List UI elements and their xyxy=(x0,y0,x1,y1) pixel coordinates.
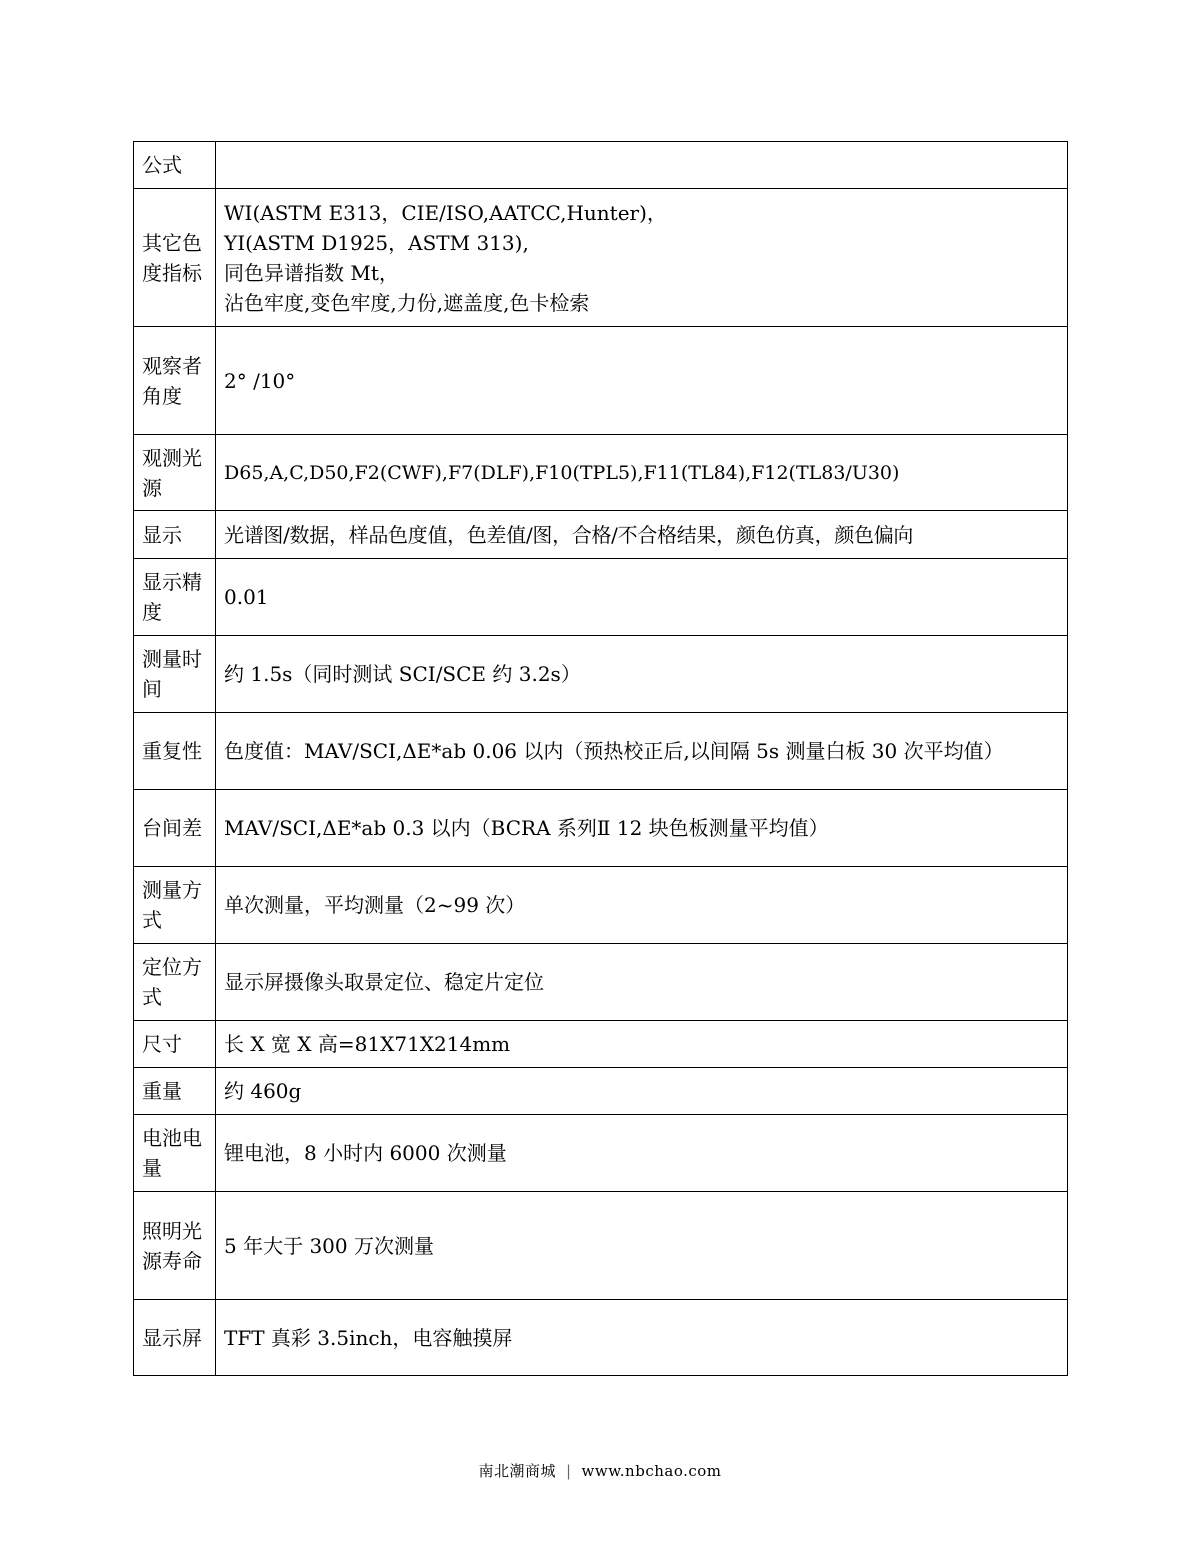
row-label: 重复性 xyxy=(134,713,216,790)
row-label: 照明光源寿命 xyxy=(134,1192,216,1300)
row-label: 显示精度 xyxy=(134,559,216,636)
row-label: 电池电量 xyxy=(134,1115,216,1192)
row-label: 观测光源 xyxy=(134,435,216,511)
row-value xyxy=(216,189,1068,327)
table-row xyxy=(134,1300,1068,1376)
row-label: 测量时间 xyxy=(134,636,216,713)
row-value: TFT 真彩 3.5inch，电容触摸屏 xyxy=(216,1300,1068,1376)
table-row xyxy=(134,790,1068,867)
row-value: 光谱图/数据，样品色度值，色差值/图，合格/不合格结果，颜色仿真，颜色偏向 xyxy=(216,511,1068,559)
table-row xyxy=(134,1021,1068,1068)
table-row xyxy=(134,1115,1068,1192)
value-line: YI(ASTM D1925，ASTM 313), xyxy=(224,230,529,255)
row-value: 2° /10° xyxy=(216,327,1068,435)
row-value: MAV/SCI,ΔE*ab 0.3 以内（BCRA 系列Ⅱ 12 块色板测量平均值） xyxy=(216,790,1068,867)
table-row xyxy=(134,867,1068,944)
table-row xyxy=(134,559,1068,636)
table-row xyxy=(134,636,1068,713)
row-value: 约 1.5s（同时测试 SCI/SCE 约 3.2s） xyxy=(216,636,1068,713)
row-label: 其它色度指标 xyxy=(134,189,216,327)
table-row xyxy=(134,1192,1068,1300)
row-label: 尺寸 xyxy=(134,1021,216,1068)
row-value: 0.01 xyxy=(216,559,1068,636)
table-row xyxy=(134,142,1068,189)
row-label: 台间差 xyxy=(134,790,216,867)
table-row xyxy=(134,713,1068,790)
row-label: 显示屏 xyxy=(134,1300,216,1376)
row-label: 测量方式 xyxy=(134,867,216,944)
footer-site-name: 南北潮商城 xyxy=(478,1462,556,1480)
footer-url[interactable]: www.nbchao.com xyxy=(581,1462,722,1480)
row-value xyxy=(216,142,1068,189)
row-value: 色度值：MAV/SCI,ΔE*ab 0.06 以内（预热校正后,以间隔 5s 测量白板 30 次平均值） xyxy=(216,713,1068,790)
row-value: 单次测量，平均测量（2~99 次） xyxy=(216,867,1068,944)
table-row xyxy=(134,1068,1068,1115)
row-value: 锂电池，8 小时内 6000 次测量 xyxy=(216,1115,1068,1192)
row-value: D65,A,C,D50,F2(CWF),F7(DLF),F10(TPL5),F11(TL84),F12(TL83/U30) xyxy=(216,435,1068,511)
row-value: 约 460g xyxy=(216,1068,1068,1115)
row-label: 重量 xyxy=(134,1068,216,1115)
row-value: 5 年大于 300 万次测量 xyxy=(216,1192,1068,1300)
value-line: 同色异谱指数 Mt， xyxy=(224,260,399,285)
table-row xyxy=(134,189,1068,327)
row-label: 公式 xyxy=(134,142,216,189)
value-line: WI(ASTM E313，CIE/ISO,AATCC,Hunter)， xyxy=(224,200,667,225)
row-value: 显示屏摄像头取景定位、稳定片定位 xyxy=(216,944,1068,1021)
table-row xyxy=(134,511,1068,559)
row-value: 长 X 宽 X 高=81X71X214mm xyxy=(216,1021,1068,1068)
table-row xyxy=(134,944,1068,1021)
table-row xyxy=(134,327,1068,435)
row-label: 定位方式 xyxy=(134,944,216,1021)
table-row xyxy=(134,435,1068,511)
page-footer xyxy=(0,1460,1200,1482)
row-label: 显示 xyxy=(134,511,216,559)
value-line: 沾色牢度,变色牢度,力份,遮盖度,色卡检索 xyxy=(224,290,590,315)
row-label: 观察者角度 xyxy=(134,327,216,435)
footer-separator: | xyxy=(565,1462,572,1480)
spec-table xyxy=(133,141,1068,1376)
